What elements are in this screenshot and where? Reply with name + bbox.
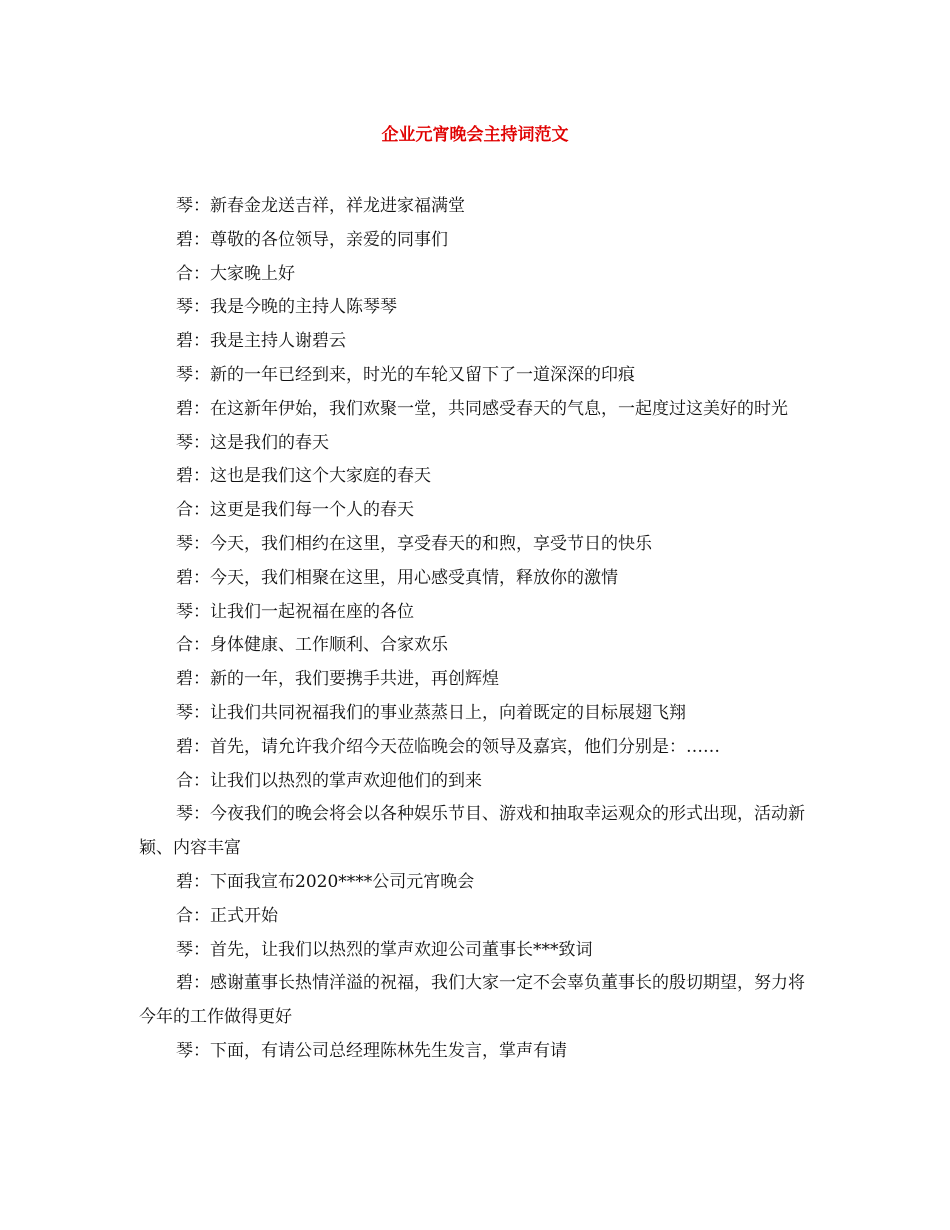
dialogue-line: 合：正式开始 bbox=[176, 905, 278, 926]
dialogue-line: 琴：这是我们的春天 bbox=[176, 432, 329, 453]
dialogue-line: 琴：今夜我们的晚会将会以各种娱乐节目、游戏和抽取幸运观众的形式出现，活动新颖、内容丰富 bbox=[139, 804, 805, 859]
dialogue-line: 碧：我是主持人谢碧云 bbox=[176, 331, 346, 352]
dialogue-line: 碧：在这新年伊始，我们欢聚一堂，共同感受春天的气息，一起度过这美好的时光 bbox=[176, 398, 788, 419]
dialogue-line: 碧：这也是我们这个大家庭的春天 bbox=[176, 466, 431, 487]
dialogue-line: 碧：感谢董事长热情洋溢的祝福，我们大家一定不会辜负董事长的殷切期望，努力将今年的工作做得更好 bbox=[139, 973, 805, 1028]
dialogue-line: 琴：首先，让我们以热烈的掌声欢迎公司董事长***致词 bbox=[176, 939, 593, 960]
dialogue-line: 碧：今天，我们相聚在这里，用心感受真情，释放你的激情 bbox=[176, 567, 618, 588]
document-title: 企业元宵晚会主持词范文 bbox=[381, 125, 569, 145]
dialogue-line: 琴：新的一年已经到来，时光的车轮又留下了一道深深的印痕 bbox=[176, 364, 635, 385]
dialogue-line: 碧：下面我宣布2020****公司元宵晚会 bbox=[176, 871, 475, 892]
dialogue-line: 碧：新的一年，我们要携手共进，再创辉煌 bbox=[176, 669, 499, 690]
dialogue-line: 琴：让我们一起祝福在座的各位 bbox=[176, 601, 414, 622]
dialogue-line: 琴：让我们共同祝福我们的事业蒸蒸日上，向着既定的目标展翅飞翔 bbox=[176, 702, 686, 723]
dialogue-line: 合：这更是我们每一个人的春天 bbox=[176, 500, 414, 521]
document-body bbox=[139, 190, 819, 1069]
dialogue-line: 琴：今天，我们相约在这里，享受春天的和煦，享受节日的快乐 bbox=[176, 533, 652, 554]
dialogue-line: 琴：我是今晚的主持人陈琴琴 bbox=[176, 297, 397, 318]
dialogue-line: 合：身体健康、工作顺利、合家欢乐 bbox=[176, 635, 448, 656]
dialogue-line: 碧：尊敬的各位领导，亲爱的同事们 bbox=[176, 229, 448, 250]
dialogue-line: 琴：新春金龙送吉祥，祥龙进家福满堂 bbox=[176, 196, 465, 216]
dialogue-line: 合：让我们以热烈的掌声欢迎他们的到来 bbox=[176, 770, 482, 791]
dialogue-line: 碧：首先，请允许我介绍今天莅临晚会的领导及嘉宾，他们分别是：…… bbox=[176, 736, 720, 757]
dialogue-line: 合：大家晚上好 bbox=[176, 263, 295, 284]
dialogue-line: 琴：下面，有请公司总经理陈林先生发言，掌声有请 bbox=[176, 1040, 567, 1061]
